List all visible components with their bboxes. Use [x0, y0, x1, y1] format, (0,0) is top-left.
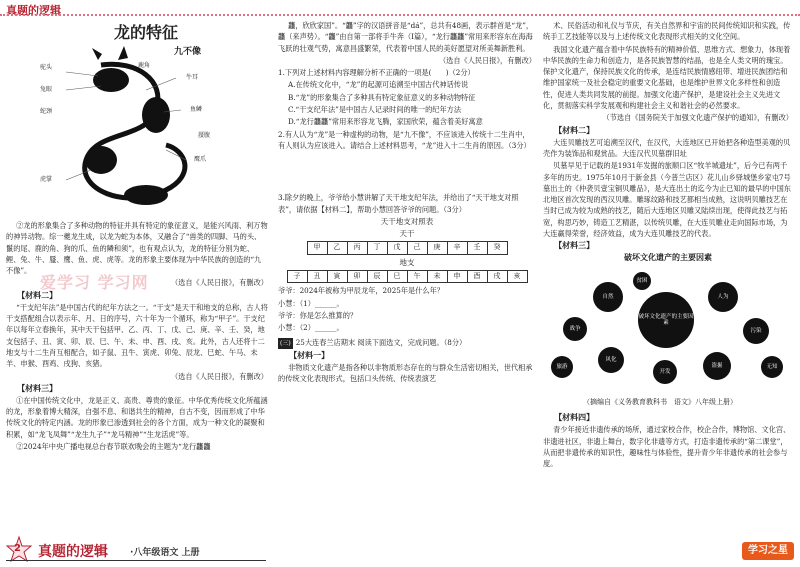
tiangan-cell: 甲 — [307, 242, 327, 254]
dizhi-label: 地支 — [399, 257, 415, 267]
dragon-label: 蛇颈 — [39, 108, 52, 115]
footer-brand: 真题的逻辑 — [38, 544, 108, 560]
source-note: （选自《人民日报》，有删改） — [170, 278, 268, 288]
dragon-figure — [6, 20, 268, 220]
dizhi-cell: 未 — [427, 271, 447, 283]
dragon-label: 鹿角 — [137, 62, 150, 69]
dragon-label: 兔眼 — [39, 86, 52, 93]
section-3-text: 25大连春兰店期末 阅读下面选文，完成问题。（8分） — [295, 337, 467, 347]
tiangan-cell: 乙 — [327, 242, 347, 254]
page-header — [0, 0, 800, 18]
material-heading: 【材料三】 — [554, 241, 595, 251]
footer-grade: ·八年级语文 上册 — [130, 548, 200, 558]
diagram-node: 风化 — [598, 347, 624, 373]
option-b: B.“龙”的形象集合了多种具有特定象征意义的多种动物特征 — [288, 92, 476, 102]
footer-rule — [6, 560, 266, 561]
material-heading: 【材料三】 — [17, 383, 58, 393]
source-note: （节选自《国务院关于加强文化遗产保护的通知》，有删改） — [602, 113, 793, 123]
diagram-center-node: 破坏文化遗产的主要因素 — [638, 292, 694, 348]
material-heading: 【材料二】 — [17, 290, 58, 300]
column-left — [6, 20, 268, 453]
page-number: 2 — [14, 543, 21, 554]
dizhi-cell: 申 — [447, 271, 467, 283]
diagram-source: （摘编自《义务教育教科书 语文》八年级上册） — [583, 398, 737, 407]
diagram-title: 破坏文化遗产的主要因素 — [624, 253, 712, 263]
dizhi-cell: 亥 — [507, 271, 527, 283]
dragon-label: 驼头 — [39, 64, 52, 71]
paragraph: 我国文化遗产蕴含着中华民族特有的精神价值、思维方式、想象力，体现着中华民族的生命力和创造力，是各民族智慧的结晶，也是全人类文明的瑰宝。保护文化遗产，保持民族文化的传承，是连结民族情感纽带、增进民族团结和维护国家统一及社会稳定的重要文化基础，也是维护世界文化多样性和创造性，促进人类共同发展的前提。加强文化遗产保护，是建设社会主义先进文化，贯彻落实科学发展观和构建社会主义和谐社会的必然要求。 — [543, 44, 791, 111]
diagram-node: 盗掘 — [703, 352, 731, 380]
watermark: 爱学习 学习网 — [40, 273, 149, 292]
column-middle — [278, 20, 536, 385]
material-heading: 【材料四】 — [554, 413, 595, 423]
diagram-node: 旅游 — [551, 356, 573, 378]
dragon-illustration — [6, 20, 268, 220]
dizhi-cell: 卯 — [347, 271, 367, 283]
paragraph: 龘，欣欣家国”。“龘”字的汉语拼音是“dá”，总共有48画，表示群首是“龙”，龘（来声势）。“龘”由自第一部将手牛奔（I篇），“龙行龘龘”常用来形容东在海海飞跃的壮观气势，寓意昌盛繁荣，代表着中国人民的美好愿望对所美舞新胜利。 — [278, 21, 534, 53]
tiangan-cell: 庚 — [427, 242, 447, 254]
page-footer — [6, 536, 266, 562]
paragraph: ②2024年中央广播电视总台春节联欢晚会的主题为“龙行龘龘 — [16, 442, 211, 452]
section-tag: (三) — [278, 338, 293, 349]
diagram-node: 自然 — [593, 282, 623, 312]
source-note: （选自《人民日报》，有删改） — [170, 371, 268, 381]
diagram-node: 贫困 — [633, 272, 651, 290]
dialog-line: 爷爷：你是怎么推算的？ — [278, 310, 358, 320]
paragraph: ②龙的形象集合了多种动物的特征并具有特定的象征意义，是能兴风雨、利万物的神异动物。综一夔龙生成，以龙为蛇为本体，又融合了“兽类的四脚、马的头、鬣的尾、鹿的角、狗的爪、鱼的鳞和须”，也有观点认为，龙的特征分别为蛇、鲤、兔、牛、蜃、鹰、鱼、虎、虎等。龙的形象主要体现为中华民族的创造的“九不像”。 — [6, 221, 268, 276]
dizhi-cell: 午 — [407, 271, 427, 283]
question-1: 1.下列对上述材料内容理解分析不正确的一项是( )（2分） — [278, 68, 475, 78]
diagram-node: 开发 — [653, 360, 677, 384]
option-a: A.在传统文化中，“龙”的起源可追溯至中国古代神话传说 — [288, 80, 469, 90]
tiangan-cell: 戊 — [387, 242, 407, 254]
material-heading: 【材料一】 — [289, 350, 330, 360]
dialog-line: 小慧：（1）______。 — [278, 298, 344, 308]
answer-space — [278, 152, 536, 192]
dragon-label: 牛耳 — [185, 74, 198, 81]
dizhi-cell: 寅 — [327, 271, 347, 283]
source-note: （选自《人民日报》，有删改） — [438, 55, 536, 65]
paragraph: 非物质文化遗产是指各种以非物质形态存在的与群众生活密切相关，世代相承的传统文化表现形式，包括口头传统、传统表演艺 — [278, 362, 533, 384]
column-right — [543, 20, 793, 471]
paragraph: “干支纪年法”是中国古代的纪年方法之一。“干支”是天干和地支的总称，古人将干支搭配组合以表示年、月、日的序号，六十年为一个循环，称为“甲子”。干支纪年以每年立春换年，其中天干包括甲、乙、丙、丁、戊、己、庚、辛、壬、癸，地支包括子、丑、寅、卯、辰、巳、午、未、申、酉、戌、亥。此外，古人还将十二地支与十二生肖互相配合，如子鼠、丑牛、寅虎、卯兔、辰龙、巳蛇、午马、未羊、申猴、酉鸡、戌狗、亥猪。 — [6, 302, 268, 369]
publisher-logo: 学习之星 — [742, 542, 794, 560]
diagram-node: 污染 — [743, 318, 769, 344]
dizhi-table — [287, 270, 528, 283]
paragraph: 术、民俗活动和礼仪与节庆，有关自然界和宇宙的民间传统知识和实践，传统手工艺技能等以及与上述传统文化表现形式相关的文化空间。 — [543, 21, 791, 42]
tiangan-cell: 癸 — [487, 242, 507, 254]
dragon-label: 鹰爪 — [193, 156, 206, 163]
diagram-node: 人为 — [708, 282, 738, 312]
dizhi-cell: 巳 — [387, 271, 407, 283]
dizhi-cell: 酉 — [467, 271, 487, 283]
material-heading: 【材料二】 — [554, 125, 595, 135]
paragraph: 贝墓早见于记载的是1931年发掘的旅顺口区“牧羊城遗址”，后今已有两千多年的历史。1975年10月于新金县（今普兰店区）花儿山乡驿城堡乡家屯7号墓出土的《仲袭贝壹宝铜贝雕品》，是大连出土的迄今为止已知的最早的中国东北地区首次发现的西汉贝雕。雕琢纹路和技艺都相当成熟，这说明贝雕技艺在当时已成为较为成熟的技艺，随后大连地区贝雕又陆续出现，使得此技艺与拓宽，构思巧妙，铸造工艺精湛，以传统贝雕，在大连贝雕业走向国际市场，为大连赢得荣誉，经济效益，成为大连贝雕技艺的代表。 — [543, 161, 791, 239]
dragon-label: 虎掌 — [39, 176, 52, 183]
tiangan-cell: 壬 — [467, 242, 487, 254]
tiangan-cell: 丙 — [347, 242, 367, 254]
tiangan-table — [307, 241, 508, 254]
header-title: 真题的逻辑 — [6, 4, 61, 17]
question-2: 2.有人认为“龙”是一种虚构的动物，是“九不像”，不应该进入传统十二生肖中，有人则认为应该进入。请结合上述材料思考，“龙”进入十二生肖的原因。（3分） — [278, 129, 531, 150]
dragon-label: 蜃腹 — [197, 132, 210, 139]
diagram-node: 无知 — [761, 356, 783, 378]
option-d: D.“龙行龘龘”常用来形容龙飞腾，家国欣荣，蕴含着美好寓意 — [288, 117, 483, 127]
dialog-line: 小慧：（2）______。 — [278, 323, 344, 333]
paragraph: 青少年接近非遗传承的场所，通过家校合作，校企合作，博物馆、文化宫、非遗进社区，非遗上舞台，数字化非遗等方式，打造非遗传承的“第二课堂”，从而把非遗传承的知识性，趣味性与体验性，提升青少年非遗传承的社会参与度。 — [543, 425, 791, 469]
header-divider — [0, 14, 800, 16]
dragon-subtitle: 九不像 — [174, 47, 202, 57]
dizhi-cell: 辰 — [367, 271, 387, 283]
tiangan-cell: 己 — [407, 242, 427, 254]
dialog-line: 爷爷：2024年被称为甲辰龙年，2025年是什么年？ — [278, 286, 444, 296]
section-3-heading — [278, 337, 536, 349]
dizhi-cell: 戌 — [487, 271, 507, 283]
diagram-node: 战争 — [563, 317, 587, 341]
paragraph: ①在中国传统文化中，龙是正义、高贵、尊贵的象征。中华优秀传统文化所蕴涵的龙，形象着博大精深，自强不息、和谐共生的精神，自古不变，因而形成了中华传统文化的特定内涵。龙的形象已渗透到社会的各个方面，成为一种文化的凝聚和积累，如“龙飞凤舞”“龙生九子”“龙马精神”“生龙活虎”等。 — [6, 395, 268, 439]
option-c: C.“干支纪年法”是中国古人记录时间的唯一的纪年方法 — [288, 105, 462, 115]
dragon-title: 龙的特征 — [114, 23, 179, 42]
dizhi-cell: 丑 — [307, 271, 327, 283]
tiangan-label: 天干 — [399, 229, 415, 239]
dragon-label: 鱼鳞 — [189, 106, 202, 113]
table-title: 天干地支对照表 — [380, 216, 434, 226]
paragraph: 大连贝雕技艺可追溯至汉代，在汉代，大连地区已开始把各种造型美观的贝壳作为装饰品和观赏品。大连汉代贝墓群旧址 — [543, 137, 791, 158]
dizhi-cell: 子 — [287, 271, 307, 283]
factor-diagram — [543, 252, 793, 412]
question-3: 3.除夕的晚上，爷爷给小慧讲解了天干地支纪年法，并给出了“天干地支对照表”，请依据【材料二】，帮助小慧回答爷爷的问题。（3分） — [278, 193, 519, 214]
tiangan-cell: 辛 — [447, 242, 467, 254]
tiangan-cell: 丁 — [367, 242, 387, 254]
